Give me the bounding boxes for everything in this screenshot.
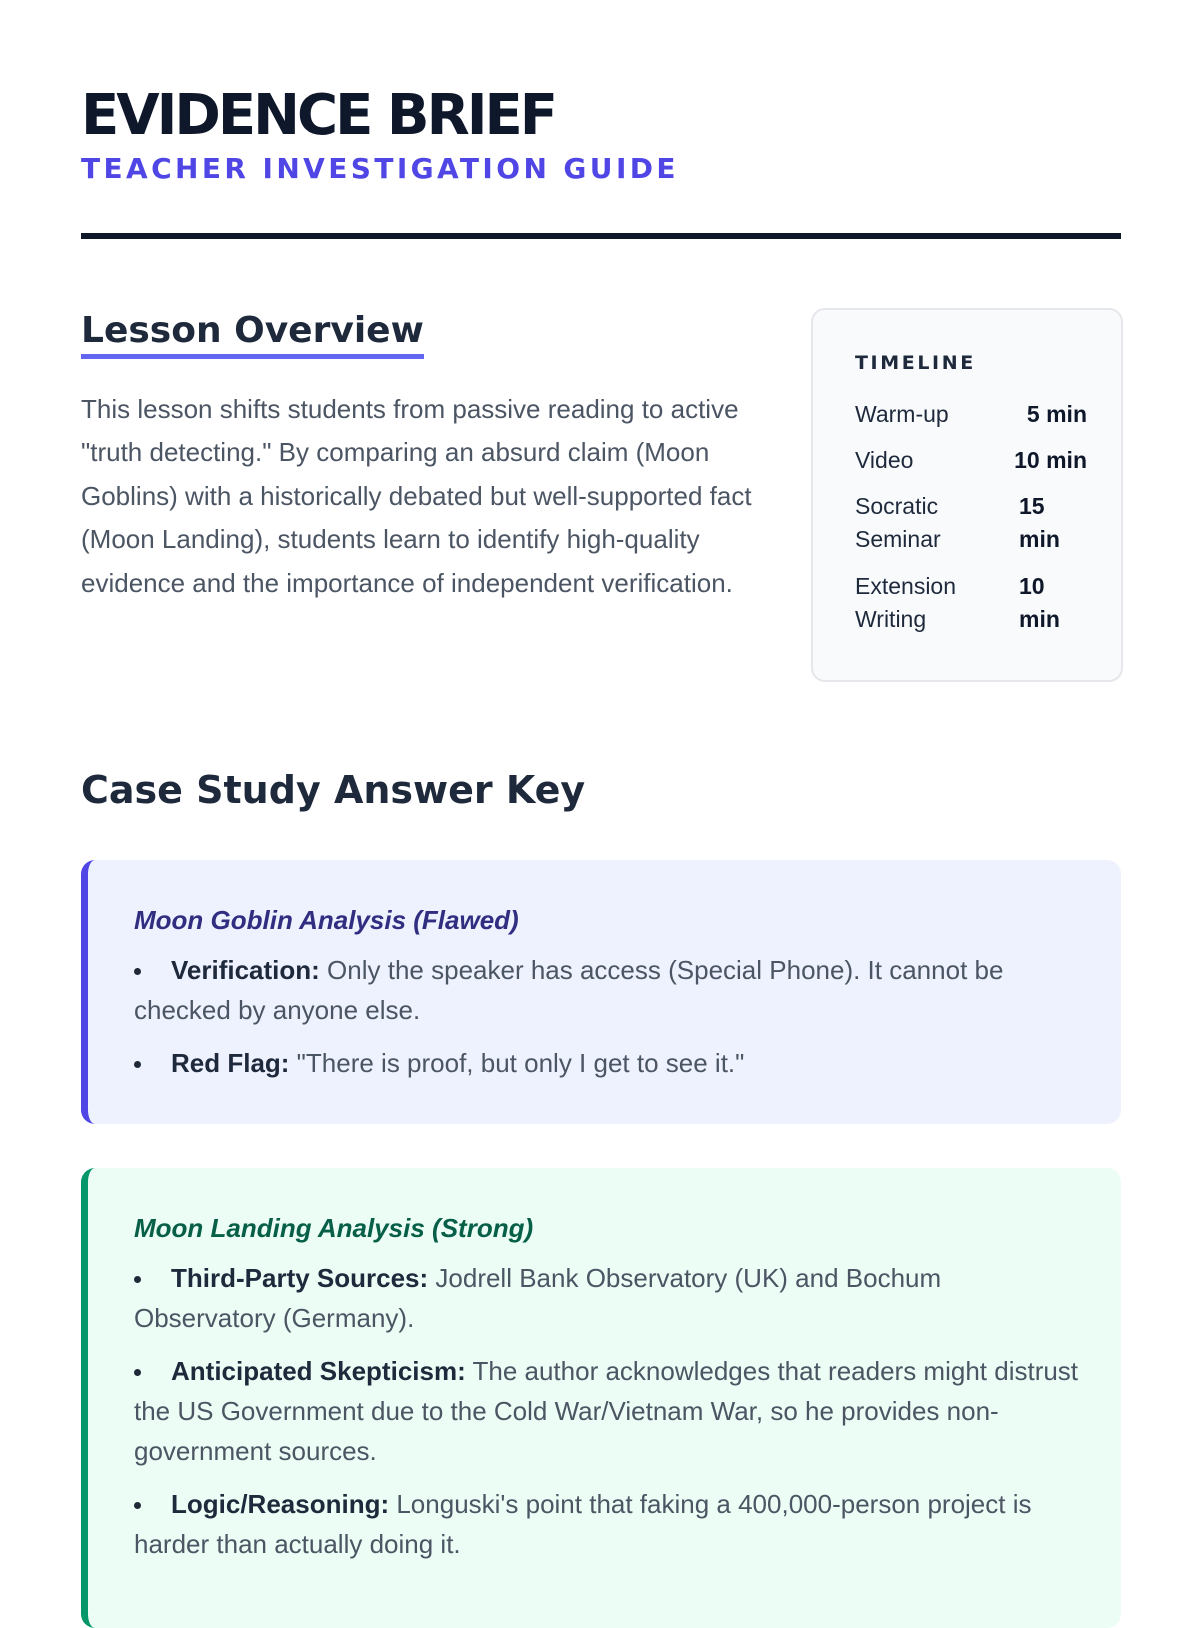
timeline-activity: Video (855, 447, 914, 473)
timeline-activity: Warm-up (855, 401, 949, 427)
point-text: "There is proof, but only I get to see it." (289, 1048, 745, 1078)
point-term: Logic/Reasoning: (171, 1489, 390, 1519)
point-text: Only the speaker has access (Special Phone). It cannot be checked by anyone else. (134, 955, 1004, 1025)
moon-goblin-analysis-card (81, 860, 1121, 1124)
list-item (134, 1484, 1085, 1564)
timeline-panel (811, 308, 1123, 682)
case-study-heading: Case Study Answer Key (81, 768, 586, 812)
bullet-icon (134, 1061, 141, 1068)
point-term: Anticipated Skepticism: (171, 1356, 466, 1386)
list-item (134, 950, 1085, 1030)
timeline-duration: 10 min (1014, 447, 1087, 473)
list-item (134, 1043, 1085, 1083)
timeline-duration: 15 min (1019, 493, 1060, 552)
point-term: Red Flag: (171, 1048, 290, 1078)
header-divider (81, 233, 1121, 239)
timeline-title: TIMELINE (855, 352, 976, 374)
point-text: The author acknowledges that readers might distrust the US Government due to the Cold War/Vietnam War, so he provides non-government sources. (134, 1356, 1079, 1466)
card-title: Moon Landing Analysis (Strong) (134, 1213, 534, 1243)
card-title: Moon Goblin Analysis (Flawed) (134, 905, 519, 935)
list-item (134, 1258, 1085, 1338)
point-text: Jodrell Bank Observatory (UK) and Bochum Observatory (Germany). (134, 1263, 942, 1333)
point-term: Verification: (171, 955, 320, 985)
lesson-overview-text: This lesson shifts students from passive reading to active "truth detecting." By comparing an absurd claim (Moon Goblins) with a historically debated but well-supported fact (Moon Landing), students learn to identify high-quality evidence and the importance of independent verification. (81, 394, 752, 598)
bullet-icon (134, 968, 141, 975)
point-text: Longuski's point that faking a 400,000-person project is harder than actually doing it. (134, 1489, 1032, 1559)
analysis-list (134, 1258, 1085, 1564)
moon-landing-analysis-card (81, 1168, 1121, 1628)
bullet-icon (134, 1502, 141, 1509)
bullet-icon (134, 1276, 141, 1283)
document-subtitle: TEACHER INVESTIGATION GUIDE (81, 152, 679, 185)
bullet-icon (134, 1369, 141, 1376)
point-term: Third-Party Sources: (171, 1263, 429, 1293)
lesson-overview-heading: Lesson Overview (81, 308, 424, 359)
timeline-duration: 10 min (1019, 573, 1060, 632)
timeline-activity: Extension Writing (855, 573, 957, 632)
analysis-list (134, 950, 1085, 1083)
document-title: EVIDENCE BRIEF (81, 83, 556, 148)
timeline-duration: 5 min (1026, 401, 1087, 427)
timeline-activity: Socratic Seminar (855, 493, 941, 552)
list-item (134, 1351, 1085, 1471)
